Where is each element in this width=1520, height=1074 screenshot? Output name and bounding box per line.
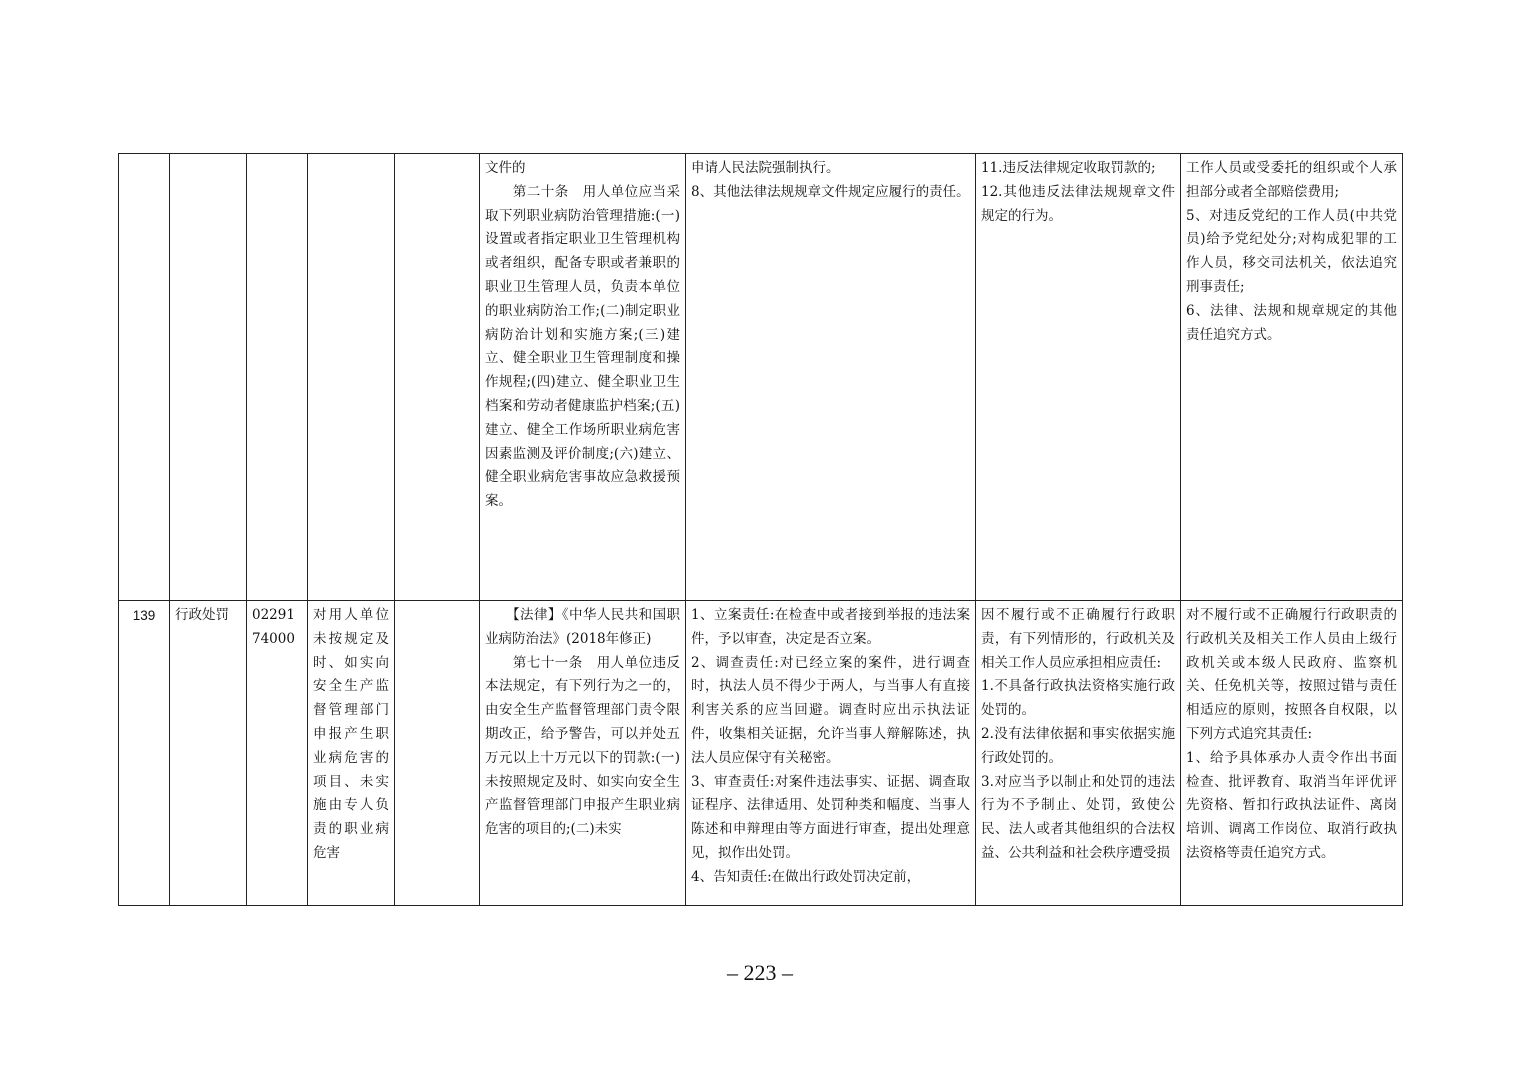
sub-item-cell [395, 601, 480, 906]
type-cell [170, 154, 247, 601]
basis-cell: 【法律】《中华人民共和国职业病防治法》(2018年修正) 第七十一条 用人单位违反本法规定，有下列行为之一的，由安全生产监督管理部门责令限期改正，给予警告，可以并处五万元以上十万元以下的罚款:(一)未按照规定及时、如实向安全生产监督管理部门申报产生职业病危害的项目的;(二)未实 [480, 601, 686, 906]
item-name-cell: 对用人单位未按规定及时、如实向安全生产监督管理部门申报产生职业病危害的项目、未实施由专人负责的职业病危害 [308, 601, 395, 906]
table-row [119, 601, 1403, 906]
responsibility-cell: 申请人民法院强制执行。 8、其他法律法规规章文件规定应履行的责任。 [686, 154, 976, 601]
accountability-methods-cell: 工作人员或受委托的组织或个人承担部分或者全部赔偿费用; 5、对违反党纪的工作人员(中共党员)给予党纪处分;对构成犯罪的工作人员，移交司法机关，依法追究刑事责任; 6、法律、法规和规章规定的其他责任追究方式。 [1181, 154, 1403, 601]
table-row [119, 154, 1403, 601]
accountability-methods-cell: 对不履行或不正确履行行政职责的行政机关及相关工作人员由上级行政机关或本级人民政府、监察机关、任免机关等，按照过错与责任相适应的原则，按照各自权限，以下列方式追究其责任: 1、给予具体承办人责令作出书面检查、批评教育、取消当年评优评先资格、暂扣行政执法证件、离岗培训、调离工作岗位、取消行政执法资格等责任追究方式。 [1181, 601, 1403, 906]
basis-cell: 文件的 第二十条 用人单位应当采取下列职业病防治管理措施:(一)设置或者指定职业卫生管理机构或者组织，配备专职或者兼职的职业卫生管理人员，负责本单位的职业病防治工作;(二)制定职业病防治计划和实施方案;(三)建立、健全职业卫生管理制度和操作规程;(四)建立、健全职业卫生档案和劳动者健康监护档案;(五)建立、健全工作场所职业病危害因素监测及评价制度;(六)建立、健全职业病危害事故应急救援预案。 [480, 154, 686, 601]
seq-cell [119, 154, 170, 601]
responsibility-cell: 1、立案责任:在检查中或者接到举报的违法案件，予以审查，决定是否立案。 2、调查责任:对已经立案的案件，进行调查时，执法人员不得少于两人，与当事人有直接利害关系的应当回避。调查时应出示执法证件，收集相关证据，允许当事人辩解陈述，执法人员应保守有关秘密。 3、审查责任:对案件违法事实、证据、调查取证程序、法律适用、处罚种类和幅度、当事人陈述和申辩理由等方面进行审查，提出处理意见，拟作出处罚。 4、告知责任:在做出行政处罚决定前， [686, 601, 976, 906]
sub-item-cell [395, 154, 480, 601]
document-table [118, 153, 1403, 906]
accountability-cases-cell: 因不履行或不正确履行行政职责，有下列情形的，行政机关及相关工作人员应承担相应责任: 1.不具备行政执法资格实施行政处罚的。 2.没有法律依据和事实依据实施行政处罚的。 3.对应当予以制止和处罚的违法行为不予制止、处罚，致使公民、法人或者其他组织的合法权益、公共利益和社会秩序遭受损 [976, 601, 1181, 906]
page-number: – 223 – [727, 960, 793, 985]
seq-cell: 139 [119, 601, 170, 906]
code-cell: 02291 74000 [247, 601, 308, 906]
type-cell: 行政处罚 [170, 601, 247, 906]
accountability-cases-cell: 11.违反法律规定收取罚款的; 12.其他违反法律法规规章文件规定的行为。 [976, 154, 1181, 601]
item-name-cell [308, 154, 395, 601]
code-cell [247, 154, 308, 601]
